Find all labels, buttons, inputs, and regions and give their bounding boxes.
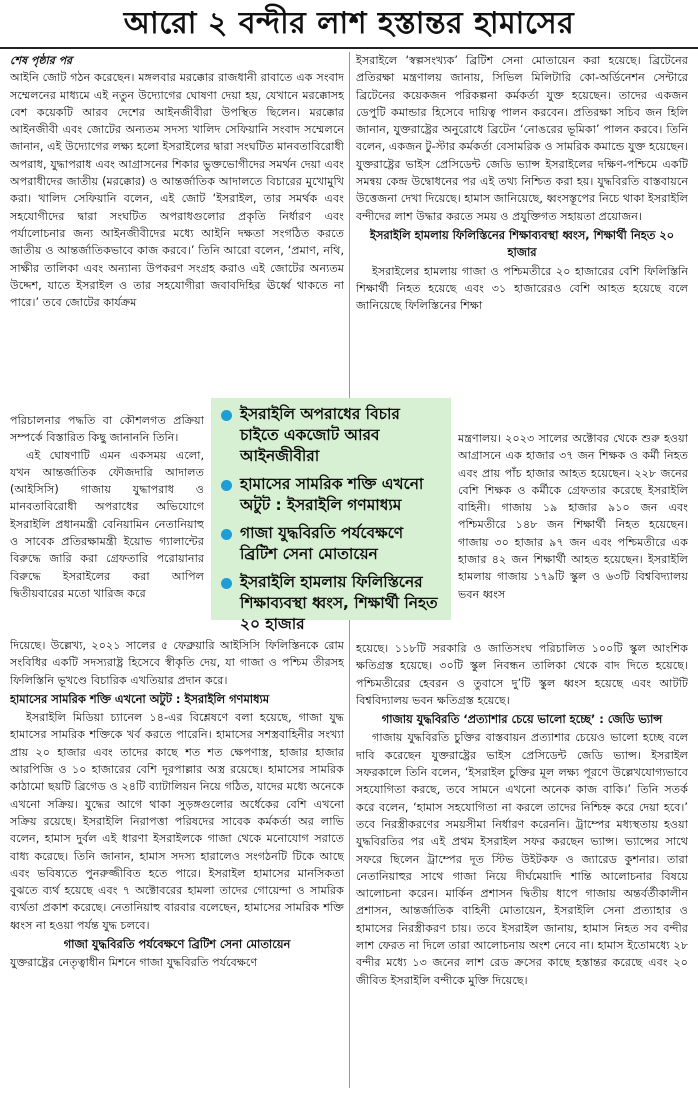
highlight-text: ইসরাইলি হামলায় ফিলিস্তিনের শিক্ষাব্যবস্থা ধ্বংস, শিক্ষার্থী নিহত ২০ হাজার bbox=[240, 573, 438, 633]
left-column-narrow bbox=[10, 412, 204, 636]
right-column-top bbox=[356, 52, 688, 428]
paragraph: ইসরাইলি মিডিয়া চ্যানেল ১৪-এর বিশ্লেষণে বলা হয়েছে, গাজা যুদ্ধ হামাসের সামরিক শক্তিকে খর্ব করতে পারেনি। হামাসের সশস্ত্রবাহিনীর সংখ্যা প্রায় ২০ হাজার এবং তাদের কাছে শত শত ক্ষেপণাস্ত্র, হাজার হাজার আরপিজি ও ১০ হাজারের বেশি দূরপাল্লার অস্ত্র রয়েছে। হামাসের সামরিক কাঠামো ছয়টি ব্রিগেড ও ২৪টি ব্যাটালিয়ন নিয়ে গঠিত, যাদের মধ্যে অনেকে এখনো সক্রিয়। যুদ্ধের আগে থাকা সুড়ঙ্গগুলোর অর্ধেকের বেশি এখনো সক্রিয় রয়েছে। ইসরাইলি নিরাপত্তা পরিষদের সাবেক কর্মকর্তা অর লাভি বলেন, হামাস দুর্বল এই ধারণা ইসরাইলকে গাজা থেকে মনোযোগ সরাতে বাধ্য করেছে। তিনি জানান, হামাস সদস্য হারালেও সংগঠনটি টিকে আছে এবং ভবিষ্যতে পুনরুজ্জীবিত হতে পারে। ইসরাইল হামাসের মানসিকতা বুঝতে ব্যর্থ হয়েছে এবং ৭ অক্টোবরের হামলা তাদের গোয়েন্দা ও সামরিক ব্যর্থতা প্রকাশ করেছে। নেতানিয়াহু বারবার বলেছেন, হামাসের সামরিক শক্তি ধ্বংস না হওয়া পর্যন্ত যুদ্ধ চলবে। bbox=[10, 711, 344, 932]
highlight-item bbox=[221, 523, 443, 565]
continuation-label: শেষ পৃষ্ঠার পর bbox=[10, 54, 73, 67]
headline-rule bbox=[0, 47, 698, 49]
left-column-top bbox=[10, 52, 344, 410]
paragraph: ইসরাইলে ‘স্বল্পসংখ্যক’ ব্রিটিশ সেনা মোতায়েন করা হয়েছে। ব্রিটেনের প্রতিরক্ষা মন্ত্রণালয় জানায়, সিভিল মিলিটারি কো-অর্ডিনেশন সেন্টারে ব্রিটেনের কয়েকজন পরিকল্পনা কর্মকর্তা যুক্ত হয়েছেন। তাদের একজন ডেপুটি কমান্ডার হিসেবে দায়িত্ব পালন করবেন। প্রতিরক্ষা সচিব জন হিলি জানান, যুক্তরাষ্ট্রের অনুরোধে ব্রিটেন ‘নোঙরের ভূমিকা’ পালন করবে। তিনি বলেন, একজন টু-স্টার কর্মকর্তা বেসামরিক ও সামরিক কমান্ডে যুক্ত হয়েছেন। যুক্তরাষ্ট্রের ভাইস প্রেসিডেন্ট জেডি ভ্যান্স ইসরাইলের দক্ষিণ-পশ্চিমে একটি সমন্বয় কেন্দ্র উদ্বোধনের পর এই তথ্য নিশ্চিত করা হয়। যুদ্ধবিরতি বাস্তবায়নে উত্তেজনা দেখা দিয়েছে। হামাস জানিয়েছে, ধ্বংসস্তূপের নিচে থাকা ইসরাইলি বন্দীদের লাশ উদ্ধার করতে সময় ও প্রযুক্তিগত সহায়তা প্রয়োজন। bbox=[356, 54, 688, 223]
bullet-icon bbox=[221, 480, 232, 491]
subheading: ইসরাইলি হামলায় ফিলিস্তিনের শিক্ষাব্যবস্থা ধ্বংস, শিক্ষার্থী নিহত ২০ হাজার bbox=[369, 227, 675, 260]
subheading: গাজা যুদ্ধবিরতি পর্যবেক্ষণে ব্রিটিশ সেনা মোতায়েন bbox=[63, 937, 291, 952]
paragraph: দিয়েছে। উল্লেখ্য, ২০২১ সালের ৫ ফেব্রুয়ারি আইসিসি ফিলিস্তিনকে রোম সংবিধির একটি সদস্যরাষ্ট্র হিসেবে স্বীকৃতি দেয়, যা গাজা ও পশ্চিম তীরসহ ফিলিস্তিনি ভূখণ্ডে বিচারিক এখতিয়ার প্রদান করে। bbox=[10, 639, 344, 687]
bullet-icon bbox=[221, 410, 232, 421]
paragraph: আইনি জোট গঠন করেছেন। মঙ্গলবার মরক্কোর রাজধানী রাবাতে এক সংবাদ সম্মেলনের মাধ্যমে এই নতুন উদ্যোগের ঘোষণা দেয়া হয়, যেখানে মরক্কোসহ বেশ কয়েকটি আরব দেশের আইনজীবীরা উপস্থিত ছিলেন। মরক্কোর আইনজীবী এবং জোটের অন্যতম সদস্য খালিদ সেফিয়ানি সংবাদ সম্মেলনে জানান, এই উদ্যোগের লক্ষ্য হলো ইসরাইলের দ্বারা সংঘটিত মানবতাবিরোধী অপরাধ, যুদ্ধাপরাধ এবং আগ্রাসনের শিকার ভুক্তভোগীদের সমর্থন দেয়া এবং অপরাধীদের জাতীয় (মরক্কোর) ও আন্তর্জাতিক আদালতে বিচারের মুখোমুখি করা। খালিদ সেফিয়ানি বলেন, এই জোট ‘ইসরাইল, তার সমর্থক এবং সহযোগীদের দ্বারা সংঘটিত অপরাধগুলোর প্রকৃতি নির্ধারণ এবং পর্যালোচনার জন্য আইনজীবীদের মধ্যে আইনি দক্ষতা সংগঠিত করতে জাতীয় ও আন্তর্জাতিকভাবে কাজ করবে।’ তিনি আরো বলেন, ‘প্রমাণ, নথি, সাক্ষীর তালিকা এবং অন্যান্য উপকরণ সংগ্রহ করাও এই জোটের অন্যতম উদ্দেশ, যাতে ইসরাইল ও তার সহযোগীরা জবাবদিহির ঊর্ধ্বে থাকতে না পারে।’ তবে জোটের কার্যক্রম bbox=[10, 71, 344, 310]
subheading: হামাসের সামরিক শক্তি এখনো অটুট : ইসরাইলি গণমাধ্যম bbox=[10, 691, 270, 706]
highlight-item bbox=[221, 572, 443, 635]
subheading: গাজায় যুদ্ধবিরতি ‘প্রত্যাশার চেয়ে ভালো হচ্ছে’ : জেডি ভ্যান্স bbox=[381, 712, 663, 727]
paragraph: ইসরাইলের হামলায় গাজা ও পশ্চিমতীরে ২০ হাজারের বেশি ফিলিস্তিনি শিক্ষার্থী নিহত হয়েছে এবং ৩১ হাজারেরও বেশি আহত হয়েছে বলে জানিয়েছে ফিলিস্তিনের শিক্ষা bbox=[356, 264, 688, 313]
left-column-bottom bbox=[10, 637, 344, 1089]
paragraph: যুক্তরাষ্ট্রের নেতৃত্বাধীন মিশনে গাজা যুদ্ধবিরতি পর্যবেক্ষণে bbox=[10, 956, 258, 970]
paragraph: হয়েছে। ১১৮টি সরকারি ও জাতিসংঘ পরিচালিত ১০০টি স্কুল আংশিক ক্ষতিগ্রস্ত হয়েছে। ৩০টি স্কুল নিবন্ধন তালিকা থেকে বাদ দিতে হয়েছে। পশ্চিমতীরের হেবরন ও তুবাসে দু’টি স্কুল ধ্বংস হয়েছে এবং আটটি বিশ্ববিদ্যালয় ভবন ক্ষতিগ্রস্ত হয়েছে। bbox=[356, 642, 688, 707]
highlight-item bbox=[221, 474, 443, 516]
right-column-narrow bbox=[458, 430, 688, 638]
paragraph: এই ঘোষণাটি এমন একসময় এলো, যখন আন্তর্জাতিক ফৌজদারি আদালত (আইসিসি) গাজায় যুদ্ধাপরাধ ও মানবতাবিরোধী অপরাধের অভিযোগে ইসরাইলি প্রধানমন্ত্রী বেনিয়ামিন নেতানিয়াহু ও সাবেক প্রতিরক্ষামন্ত্রী ইয়োভ গ্যালান্টের বিরুদ্ধে জারি করা গ্রেফতারি পরোয়ানার বিরুদ্ধে ইসরাইলের করা আপিল দ্বিতীয়বারের মতো খারিজ করে bbox=[10, 448, 204, 600]
paragraph: পরিচালনার পদ্ধতি বা কৌশলগত প্রক্রিয়া সম্পর্কে বিস্তারিত কিছু জানাননি তিনি। bbox=[10, 414, 204, 445]
highlight-text: হামাসের সামরিক শক্তি এখনো অটুট : ইসরাইলি গণমাধ্যম bbox=[240, 475, 424, 514]
highlight-item bbox=[221, 404, 443, 467]
highlight-text: গাজা যুদ্ধবিরতি পর্যবেক্ষণে ব্রিটিশ সেনা মোতায়েন bbox=[240, 524, 404, 563]
bullet-icon bbox=[221, 529, 232, 540]
paragraph: গাজায় যুদ্ধবিরতি চুক্তির বাস্তবায়ন প্রত্যাশার চেয়েও ভালো হচ্ছে বলে দাবি করেছেন যুক্তরাষ্ট্রের ভাইস প্রেসিডেন্ট জেডি ভ্যান্স। ইসরাইল সফরকালে তিনি বলেন, ‘ইসরাইল চুক্তির মূল লক্ষ্য পূরণে উল্লেখযোগ্যভাবে সহযোগিতা করছে, তবে সামনে এখনো অনেক কাজ বাকি।’ তিনি সতর্ক করে বলেন, ‘হামাস সহযোগিতা না করলে তাদের নিশ্চিহ্ন করে দেয়া হবে।’ তবে নিরস্ত্রীকরণের সময়সীমা নির্ধারণ করেননি। ট্রাম্পের মধ্যস্থতায় হওয়া যুদ্ধবিরতির পর এই প্রথম ইসরাইল সফর করছেন ভ্যান্স। ভ্যান্সের সাথে সফরে ছিলেন ট্রাম্পের দূত স্টিভ উইটকফ ও জ্যারেড কুশনার। তারা নেতানিয়াহুর সাথে গাজা নিয়ে দীর্ঘমেয়াদি শান্তি আলোচনার বিষয়ে আলোচনা করেন। মার্কিন প্রশাসন দ্বিতীয় ধাপে গাজায় অন্তর্বর্তীকালীন প্রশাসন, আন্তর্জাতিক বাহিনী মোতায়েন, ইসরাইলি সেনা প্রত্যাহার ও হামাসের নিরস্ত্রীকরণ চায়। তবে ইসরাইল জানায়, হামাস নিহত সব বন্দীর লাশ ফেরত না দিলে তারা আলোচনায় অংশ নেবে না। হামাস ইতোমধ্যে ২৮ বন্দীর মধ্যে ১৩ জনের লাশ রেড ক্রসের কাছে হস্তান্তর করেছে এবং ২০ জীবিত ইসরাইলি বন্দীকে মুক্তি দিয়েছে। bbox=[356, 731, 688, 987]
paragraph: মন্ত্রণালয়। ২০২৩ সালের অক্টোবর থেকে শুরু হওয়া আগ্রাসনে এক হাজার ৩৭ জন শিক্ষক ও কর্মী নিহত এবং প্রায় পাঁচ হাজার আহত হয়েছেন। ২২৮ জনের বেশি শিক্ষক ও কর্মীকে গ্রেফতার করেছে ইসরাইলি বাহিনী। গাজায় ১৯ হাজার ৯১০ জন এবং পশ্চিমতীরে ১৪৮ জন শিক্ষার্থী নিহত হয়েছেন। গাজায় ৩০ হাজার ৯৭ জন এবং পশ্চিমতীরে এক হাজার ৪২ জন শিক্ষার্থী আহত হয়েছেন। ইসরাইলি হামলায় গাজায় ১৭৯টি স্কুল ও ৬৩টি বিশ্ববিদ্যালয় ভবন ধ্বংস bbox=[458, 432, 688, 601]
right-column-bottom bbox=[356, 640, 688, 1090]
highlights-box bbox=[211, 398, 451, 633]
highlight-text: ইসরাইলি অপরাধের বিচার চাইতে একজোট আরব আইনজীবীরা bbox=[240, 405, 400, 465]
headline: আরো ২ বন্দীর লাশ হস্তান্তর হামাসের bbox=[123, 6, 575, 41]
bullet-icon bbox=[221, 578, 232, 589]
